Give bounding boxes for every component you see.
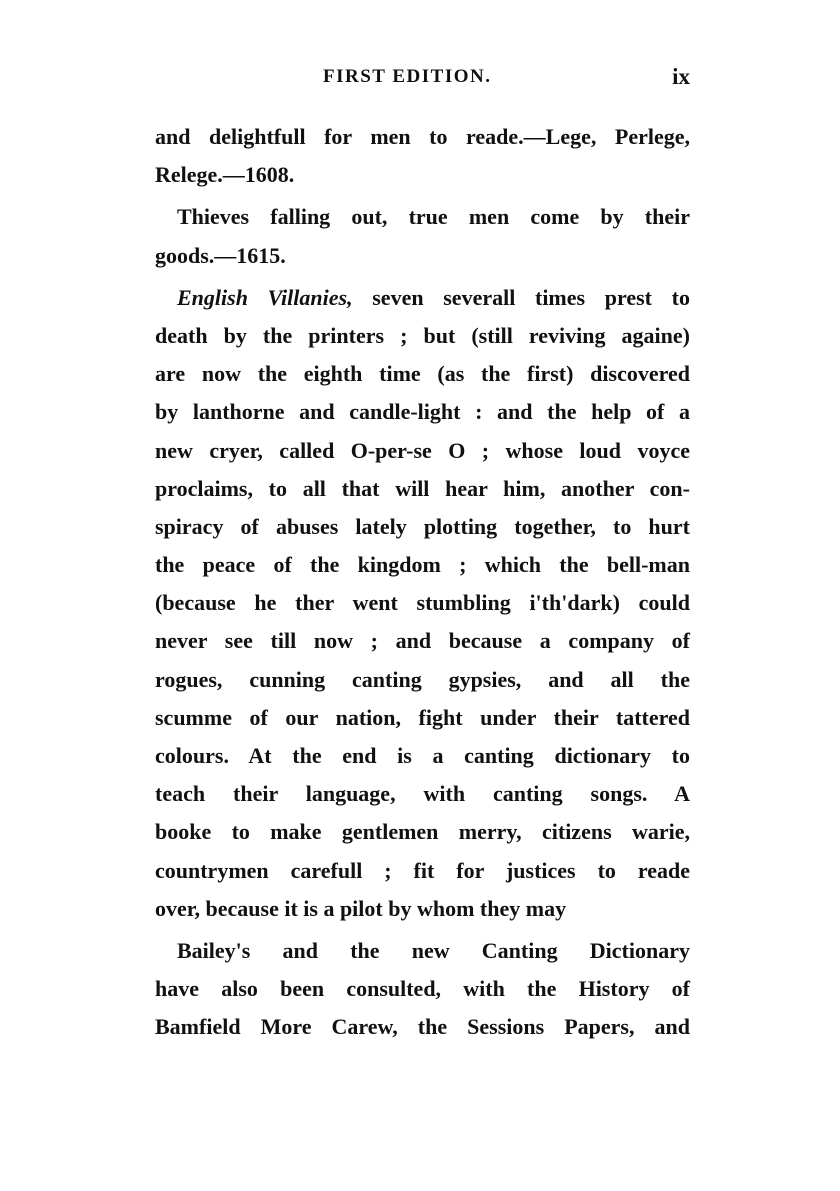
text-line: over, because it is a pilot by whom they may xyxy=(155,895,567,921)
text-line: the peace of the kingdom ; which the bell-man xyxy=(155,552,690,578)
text-line: and delightfull for men to reade.—Lege, Perlege, xyxy=(155,124,690,149)
text-line: Bailey's and the new Canting Dictionary xyxy=(177,937,690,963)
text-line: never see till now ; and because a company of xyxy=(155,628,690,654)
book-title-italic: English Villanies, xyxy=(177,284,353,310)
running-head-title: FIRST EDITION. xyxy=(323,66,492,87)
paragraph-baileys-dictionary xyxy=(155,932,690,1047)
text-line: by lanthorne and candle-light : and the help of a xyxy=(155,399,690,425)
text-line: new cryer, called O-per-se O ; whose loud voyce xyxy=(155,437,690,463)
body-text xyxy=(155,118,690,1047)
running-head xyxy=(155,62,690,102)
text-line: Relege.—1608. xyxy=(155,162,295,188)
paragraph-thieves-falling-out xyxy=(155,198,690,274)
text-line xyxy=(155,279,690,317)
text-line: teach their language, with canting songs. A xyxy=(155,781,690,807)
text-line: booke to make gentlemen merry, citizens warie, xyxy=(155,819,690,845)
text-line: proclaims, to all that will hear him, another con- xyxy=(155,475,690,501)
text-line: scumme of our nation, fight under their tattered xyxy=(155,704,690,730)
text-line: goods.—1615. xyxy=(155,242,286,268)
text-run: seven severall times prest to xyxy=(352,284,691,310)
text-line: have also been consulted, with the History of xyxy=(155,976,690,1002)
text-line: are now the eighth time (as the first) discovered xyxy=(155,361,690,387)
text-line: Thieves falling out, true men come by their xyxy=(177,204,690,230)
paragraph-lege-perlege xyxy=(155,118,690,194)
text-line: Bamfield More Carew, the Sessions Papers, and xyxy=(155,1014,690,1040)
text-line: countrymen carefull ; fit for justices to reade xyxy=(155,857,690,883)
text-line: rogues, cunning canting gypsies, and all the xyxy=(155,666,690,692)
page-number: ix xyxy=(672,64,690,89)
text-line: death by the printers ; but (still reviving againe) xyxy=(155,322,690,348)
text-line: spiracy of abuses lately plotting together, to hurt xyxy=(155,513,690,539)
text-line: colours. At the end is a canting dictionary to xyxy=(155,743,690,768)
text-line: (because he ther went stumbling i'th'dark) could xyxy=(155,590,690,616)
paragraph-english-villanies xyxy=(155,279,690,928)
